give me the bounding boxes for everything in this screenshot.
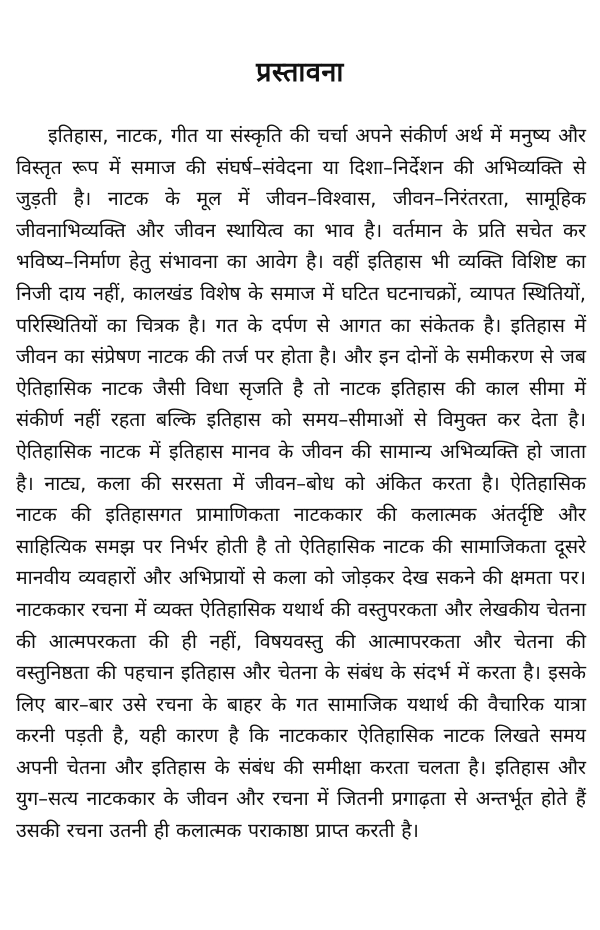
page-title: प्रस्तावना: [256, 57, 344, 88]
body-paragraph: इतिहास, नाटक, गीत या संस्कृति की चर्चा अपने संकीर्ण अर्थ में मनुष्य और विस्तृत रूप में समाज की संघर्ष–संवेदना या दिशा–निर्देशन की अभिव्यक्ति से जुड़ती है। नाटक के मूल में जीवन–विश्वास, जीवन–निरंतरता, सामूहिक जीवनाभिव्यक्ति और जीवन स्थायित्व का भाव है। वर्तमान के प्रति सचेत कर भविष्य–निर्माण हेतु संभावना का आवेग है। वहीं इतिहास भी व्यक्ति विशिष्ट का निजी दाय नहीं, कालखंड विशेष के समाज में घटित घटनाचक्रों, व्यापत स्थितियों, परिस्थितियों का चित्रक है। गत के दर्पण से आगत का संकेतक है। इतिहास में जीवन का संप्रेषण नाटक की तर्ज पर होता है। और इन दोनों के समीकरण से जब ऐतिहासिक नाटक जैसी विधा सृजति है तो नाटक इतिहास की काल सीमा में संकीर्ण नहीं रहता बल्कि इतिहास को समय–सीमाओं से विमुक्त कर देता है। ऐतिहासिक नाटक में इतिहास मानव के जीवन की सामान्य अभिव्यक्ति हो जाता है। नाट्य, कला की सरसता में जीवन–बोध को अंकित करता है। ऐतिहासिक नाटक की इतिहासगत प्रामाणिकता नाटककार की कलात्मक अंतर्दृष्टि और साहित्यिक समझ पर निर्भर होती है तो ऐतिहासिक नाटक की सामाजिकता दूसरे मानवीय व्यवहारों और अभिप्रायों से कला को जोड़कर देख सकने की क्षमता पर। नाटककार रचना में व्यक्त ऐतिहासिक यथार्थ की वस्तुपरकता और लेखकीय चेतना की आत्मपरकता की ही नहीं, विषयवस्तु की आत्मापरकता और चेतना की वस्तुनिष्ठता की पहचान इतिहास और चेतना के संबंध के संदर्भ में करता है। इसके लिए बार–बार उसे रचना के बाहर के गत सामाजिक यथार्थ की वैचारिक यात्रा करनी पड़ती है, यही कारण है कि नाटककार ऐतिहासिक नाटक लिखते समय अपनी चेतना और इतिहास के संबंध की समीक्षा करता चलता है। इतिहास और युग–सत्य नाटककार के जीवन और रचना में जितनी प्रगाढ़ता से अन्तर्भूत होते हैं उसकी रचना उतनी ही कलात्मक पराकाष्ठा प्राप्त करती है।: [16, 124, 586, 843]
